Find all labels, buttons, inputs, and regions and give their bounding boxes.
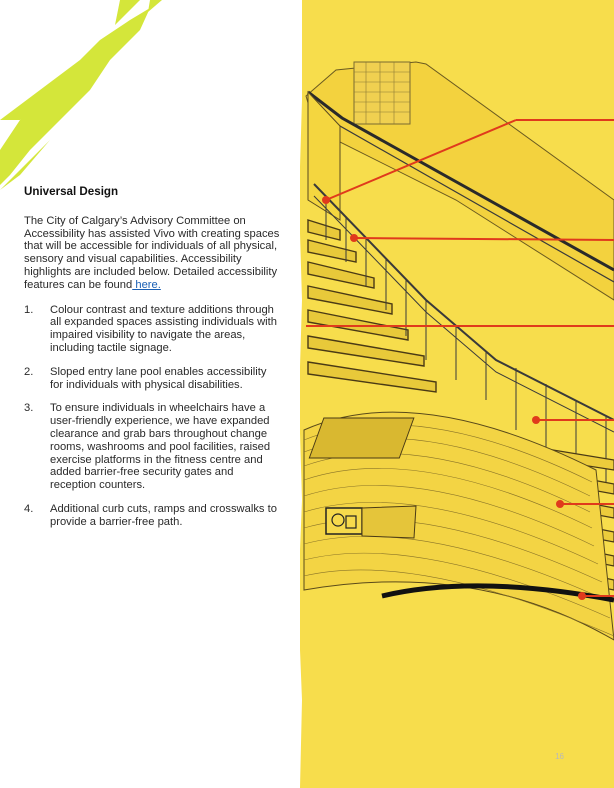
list-item (24, 366, 282, 392)
intro-text: The City of Calgary’s Advisory Committee on Accessibility has assisted Vivo with creating spaces that will be accessible for individuals of all physical, sensory and visual capabilities. Accessibility highlights are included below. Detailed accessibility features can be found (24, 214, 280, 291)
list-item (24, 304, 282, 355)
list-text: Colour contrast and texture additions through all expanded spaces assisting individuals with impaired visibility to navigate the areas, including tactile signage. (50, 303, 277, 354)
list-text: Sloped entry lane pool enables accessibility for individuals with physical disabilities. (50, 365, 267, 391)
list-text: To ensure individuals in wheelchairs have a user-friendly experience, we have expanded clearance and grab bars throughout change rooms, washrooms and pool facilities, raised exercise platforms in the fitness centre and added barrier-free security gates and reception counters. (50, 402, 271, 492)
list-number: 2. (24, 365, 34, 378)
intro-paragraph (24, 215, 282, 292)
page-number: 16 (555, 752, 564, 761)
list-item (24, 402, 282, 492)
universal-design-section (24, 186, 282, 540)
details-link[interactable]: here. (132, 278, 161, 291)
accessibility-stair-illustration (296, 0, 614, 788)
section-heading: Universal Design (24, 185, 119, 198)
list-number: 1. (24, 303, 34, 316)
list-number: 4. (24, 502, 34, 515)
accessibility-list (24, 304, 282, 529)
list-text: Additional curb cuts, ramps and crosswalks to provide a barrier-free path. (50, 502, 277, 528)
list-item (24, 503, 282, 529)
list-number: 3. (24, 402, 34, 415)
